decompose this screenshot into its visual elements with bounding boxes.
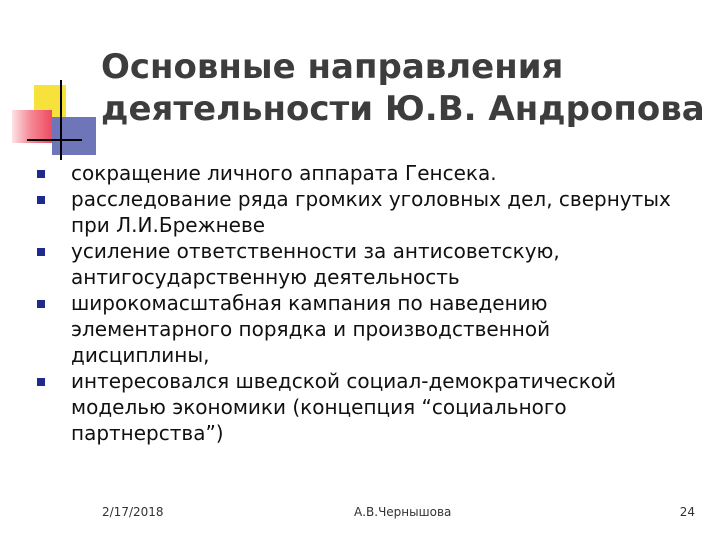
bullet-text-line: усиление ответственности за антисоветскую, xyxy=(71,239,560,263)
square-bullet-icon xyxy=(37,300,45,308)
bullet-text-line: моделью экономики (концепция “социального xyxy=(71,395,567,419)
square-bullet-icon xyxy=(37,248,45,256)
slide-title-line-2: деятельности Ю.В. Андропова xyxy=(101,89,705,129)
bullet-text-line: дисциплины, xyxy=(71,343,210,367)
deco-blue-square xyxy=(52,117,96,155)
slide-number: 24 xyxy=(679,505,695,519)
slide-title xyxy=(101,46,705,130)
deco-horizontal-line xyxy=(27,139,82,141)
bullet-item xyxy=(37,160,707,186)
bullet-item xyxy=(37,290,707,368)
bullet-text-line: при Л.И.Брежневе xyxy=(71,213,266,237)
footer-author: А.В.Чернышова xyxy=(354,505,452,519)
bullet-text-line: элементарного порядка и производственной xyxy=(71,317,551,341)
bullet-text-line: расследование ряда громких уголовных дел, свернутых xyxy=(71,187,671,211)
bullet-text-line: антигосударственную деятельность xyxy=(71,265,460,289)
footer-date: 2/17/2018 xyxy=(102,505,164,519)
bullet-item xyxy=(37,368,707,446)
slide-title-line-1: Основные направления xyxy=(101,47,564,87)
square-bullet-icon xyxy=(37,196,45,204)
deco-vertical-line xyxy=(60,80,62,160)
bullet-text-line: партнерства”) xyxy=(71,421,224,445)
bullet-list xyxy=(37,160,707,446)
bullet-item xyxy=(37,238,707,290)
square-bullet-icon xyxy=(37,170,45,178)
bullet-text-line: широкомасштабная кампания по наведению xyxy=(71,291,548,315)
bullet-text-line: интересовался шведской социал-демократической xyxy=(71,369,617,393)
bullet-text-line: сокращение личного аппарата Генсека. xyxy=(71,161,497,185)
bullet-item xyxy=(37,186,707,238)
square-bullet-icon xyxy=(37,378,45,386)
